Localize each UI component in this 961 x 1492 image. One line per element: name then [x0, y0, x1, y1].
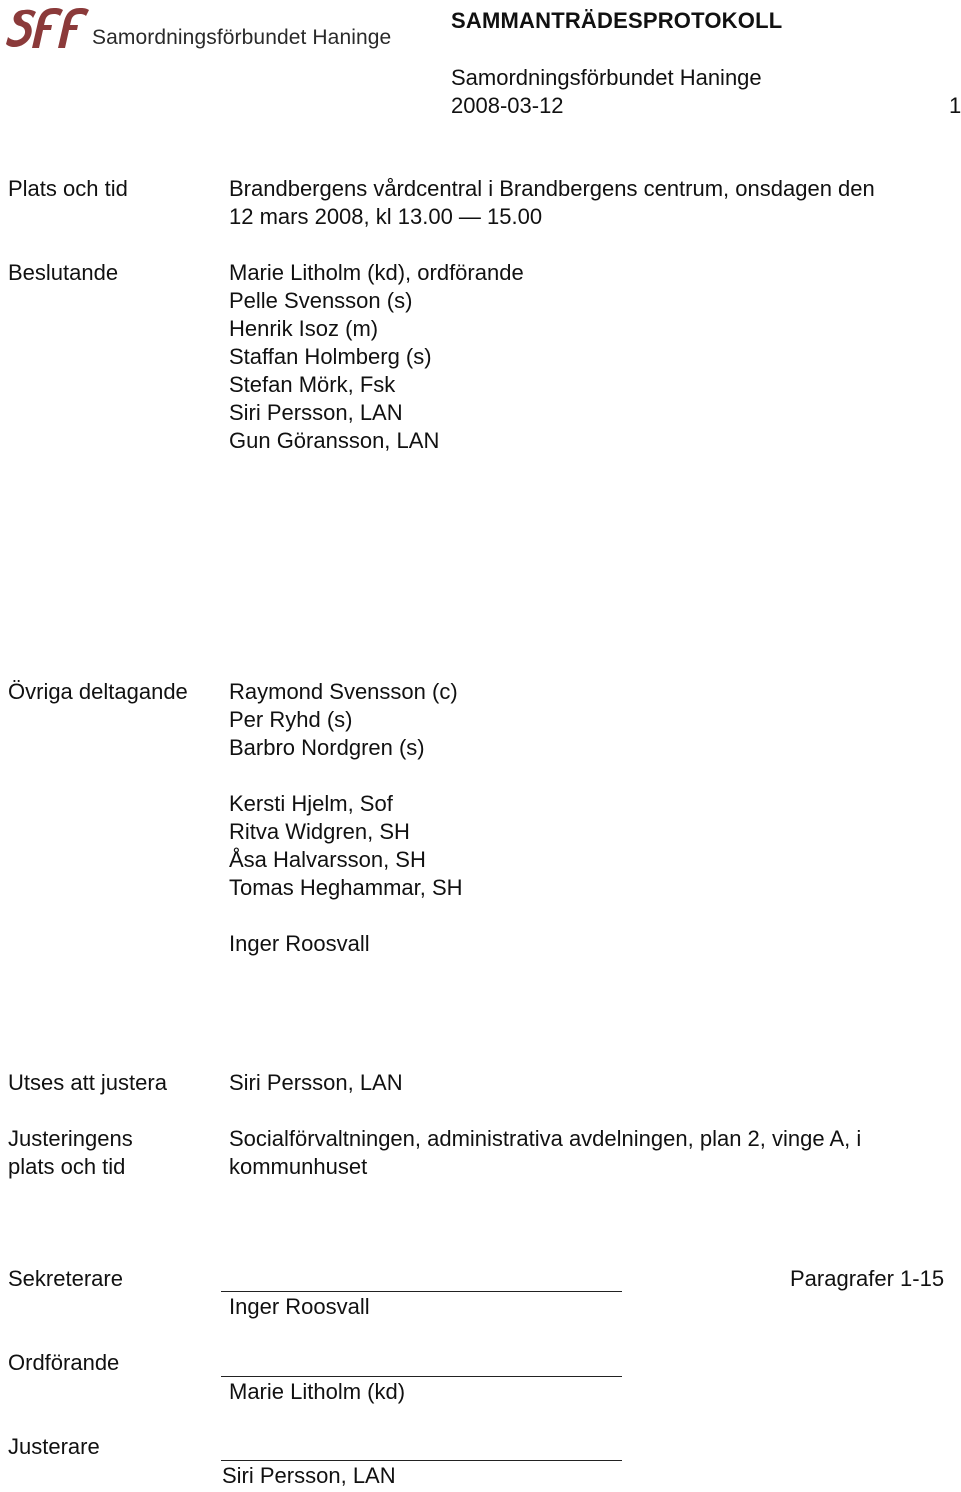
paragrafer-range: Paragrafer 1-15	[790, 1266, 945, 1291]
list-item: Per Ryhd (s)	[229, 707, 353, 732]
logo	[6, 4, 416, 52]
document-type-title: SAMMANTRÄDESPROTOKOLL	[451, 8, 783, 33]
list-item: Gun Göransson, LAN	[229, 428, 440, 453]
sekreterare-signature-line	[221, 1291, 622, 1292]
ordforande-name: Marie Litholm (kd)	[229, 1379, 406, 1404]
justerare-name: Siri Persson, LAN	[222, 1463, 396, 1488]
list-item: Pelle Svensson (s)	[229, 288, 413, 313]
list-item: Staffan Holmberg (s)	[229, 344, 432, 369]
list-item: Siri Persson, LAN	[229, 400, 403, 425]
list-item: Stefan Mörk, Fsk	[229, 372, 396, 397]
ovriga-label: Övriga deltagande	[8, 679, 188, 704]
list-item: Tomas Heghammar, SH	[229, 875, 463, 900]
list-item: Kersti Hjelm, Sof	[229, 791, 393, 816]
justerare-signature-line	[221, 1460, 622, 1461]
sekreterare-label: Sekreterare	[8, 1266, 123, 1291]
list-item: Ritva Widgren, SH	[229, 819, 410, 844]
ovriga-list	[229, 678, 463, 958]
organization-name: Samordningsförbundet Haninge	[451, 65, 762, 90]
plats-line: Brandbergens vårdcentral i Brandbergens centrum, onsdagen den	[229, 176, 875, 201]
list-item: Åsa Halvarsson, SH	[229, 847, 426, 872]
ordforande-label: Ordförande	[8, 1350, 120, 1375]
meeting-date: 2008-03-12	[451, 93, 564, 118]
list-item: Inger Roosvall	[229, 931, 370, 956]
logo-text: Samordningsförbundet Haninge	[92, 26, 392, 49]
ordforande-signature-line	[221, 1376, 622, 1377]
sekreterare-name: Inger Roosvall	[229, 1294, 370, 1319]
plats-label: Plats och tid	[8, 176, 128, 201]
list-item: Barbro Nordgren (s)	[229, 735, 425, 760]
list-item: Raymond Svensson (c)	[229, 679, 458, 704]
plats-line: 12 mars 2008, kl 13.00 — 15.00	[229, 204, 543, 229]
plats-value	[229, 175, 875, 231]
list-item: Henrik Isoz (m)	[229, 316, 379, 341]
beslutande-list	[229, 259, 524, 455]
beslutande-label: Beslutande	[8, 260, 119, 285]
utses-value: Siri Persson, LAN	[229, 1070, 403, 1095]
justerare-label: Justerare	[8, 1434, 100, 1459]
logo-sff-mark-icon	[6, 4, 102, 52]
justering-value: Socialförvaltningen, administrativa avdelningen, plan 2, vinge A, i kommunhuset	[229, 1126, 862, 1179]
justering-label: Justeringens plats och tid	[8, 1126, 133, 1179]
page-number: 1	[949, 93, 961, 118]
utses-label: Utses att justera	[8, 1070, 167, 1095]
list-item: Marie Litholm (kd), ordförande	[229, 260, 524, 285]
